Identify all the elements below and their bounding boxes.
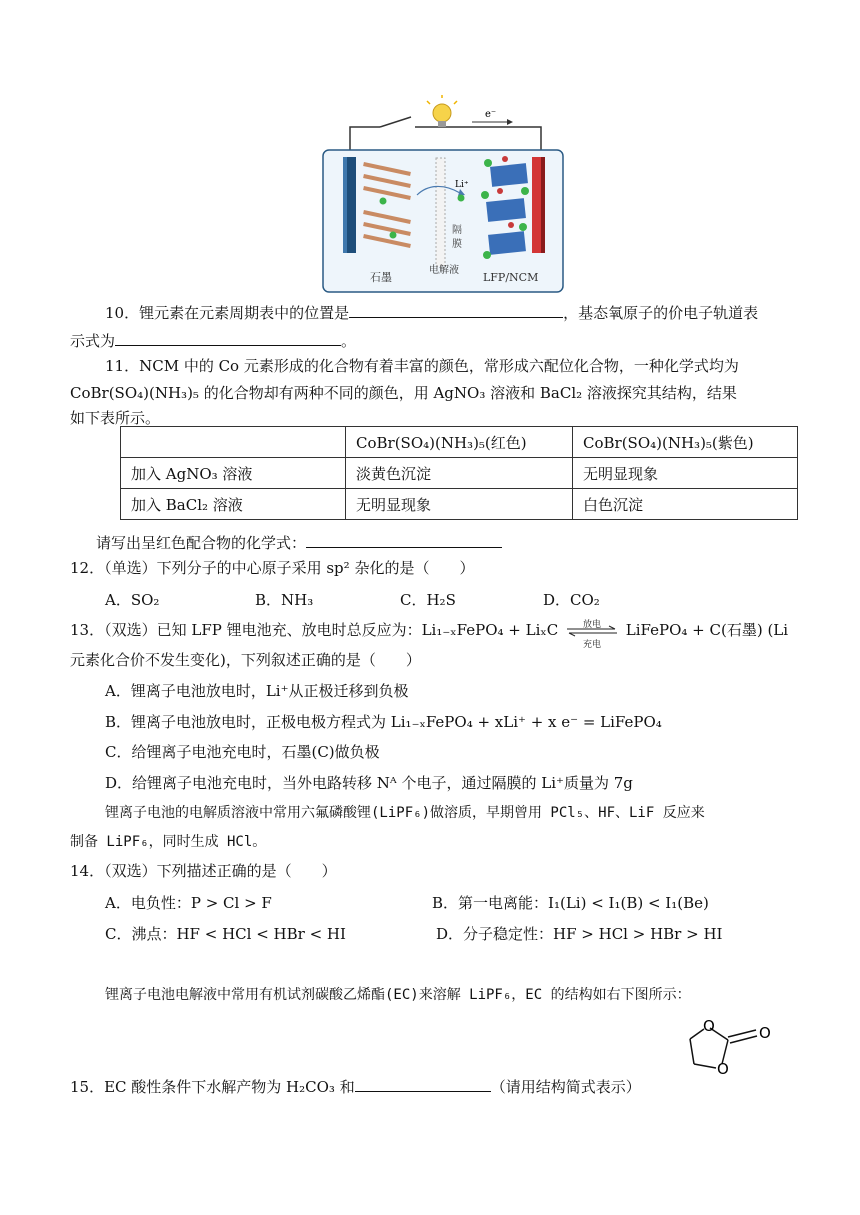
table-cell: 无明显现象 — [346, 489, 573, 520]
separator-label-1: 隔 — [452, 225, 462, 236]
table-cell: CoBr(SO₄)(NH₃)₅(红色) — [346, 427, 573, 458]
q11-line3: 如下表所示。 — [70, 409, 161, 427]
q14-option-b[interactable]: B．第一电离能：I₁(Li) < I₁(B) < I₁(Be) — [432, 894, 709, 912]
passage-2: 锂离子电池电解液中常用有机试剂碳酸乙烯酯(EC)来溶解 LiPF₆，EC 的结构如右下图所示： — [105, 987, 691, 1003]
results-table — [120, 426, 798, 520]
equilibrium-arrow: 放电 充电 — [563, 621, 621, 641]
li-label: Li⁺ — [455, 180, 469, 190]
q10-line2: 示式为 。 — [70, 329, 356, 351]
q11-answer-blank[interactable] — [306, 531, 502, 548]
table-row — [121, 489, 798, 520]
q10-blank-1[interactable] — [349, 301, 563, 318]
battery-diagram — [315, 95, 565, 295]
electrolyte-label: 电解液 — [429, 265, 459, 276]
ring-oxygen-top: O — [703, 1017, 715, 1035]
q11-prompt-line: 请写出呈红色配合物的化学式： — [96, 531, 502, 553]
q13-option-c[interactable]: C．给锂离子电池充电时，石墨(C)做负极 — [105, 743, 380, 761]
q12-option-b[interactable]: B．NH₃ — [255, 591, 314, 609]
carbonyl-oxygen: O — [759, 1024, 771, 1042]
ec-structure — [680, 1012, 780, 1087]
electron-label: e⁻ — [485, 109, 497, 120]
ring-oxygen-bottom: O — [717, 1060, 729, 1078]
anode-label: 石墨 — [370, 271, 392, 284]
separator — [436, 158, 445, 266]
table-cell: 加入 AgNO₃ 溶液 — [121, 458, 346, 489]
q13-stem-line2: 元素化合价不发生变化)，下列叙述正确的是（ ） — [70, 651, 421, 669]
q12-option-c[interactable]: C．H₂S — [400, 591, 456, 609]
table-cell: 无明显现象 — [573, 458, 798, 489]
q14-option-c[interactable]: C．沸点：HF < HCl < HBr < HI — [105, 925, 346, 943]
q11-line1: 11．NCM 中的 Co 元素形成的化合物有着丰富的颜色，常形成六配位化合物，一种化学式均为 — [105, 357, 739, 375]
table-cell: 淡黄色沉淀 — [346, 458, 573, 489]
table-row — [121, 458, 798, 489]
q11-line2: CoBr(SO₄)(NH₃)₅ 的化合物却有两种不同的颜色，用 AgNO₃ 溶液和 BaCl₂ 溶液探究其结构，结果 — [70, 384, 737, 402]
table-header-row — [121, 427, 798, 458]
q13-option-d[interactable]: D．给锂离子电池充电时，当外电路转移 Nᴬ 个电子，通过隔膜的 Li⁺质量为 7g — [105, 774, 633, 792]
q12-option-a[interactable]: A．SO₂ — [105, 591, 160, 609]
lightbulb-icon — [427, 95, 457, 127]
q13-option-b[interactable]: B．锂离子电池放电时，正极电极方程式为 Li₁₋ₓFePO₄ + xLi⁺ + x e⁻ = LiFePO₄ — [105, 713, 662, 731]
q14-option-a[interactable]: A．电负性：P > Cl > F — [105, 894, 272, 912]
table-cell: 加入 BaCl₂ 溶液 — [121, 489, 346, 520]
q13-stem-line1: 13．（双选）已知 LFP 锂电池充、放电时总反应为：Li₁₋ₓFePO₄ + LiₓC 放电 充电 LiFePO₄ + C(石墨) (Li — [70, 620, 789, 650]
q13-option-a[interactable]: A．锂离子电池放电时，Li⁺从正极迁移到负极 — [105, 682, 409, 700]
q12-stem: 12．（单选）下列分子的中心原子采用 sp² 杂化的是（ ） — [70, 559, 475, 577]
q15-answer-blank[interactable] — [355, 1075, 491, 1092]
separator-label-2: 膜 — [452, 239, 462, 250]
passage-1-line1: 锂离子电池的电解质溶液中常用六氟磷酸锂(LiPF₆)做溶质，早期曾用 PCl₅、HF、LiF 反应来 — [105, 805, 705, 821]
q10-line1: 10．锂元素在元素周期表中的位置是 ，基态氧原子的价电子轨道表 — [105, 301, 758, 323]
cathode-label: LFP/NCM — [483, 271, 539, 284]
table-cell: CoBr(SO₄)(NH₃)₅(紫色) — [573, 427, 798, 458]
table-cell: 白色沉淀 — [573, 489, 798, 520]
q14-stem: 14．（双选）下列描述正确的是（ ） — [70, 862, 337, 880]
q12-option-d[interactable]: D．CO₂ — [543, 591, 600, 609]
table-cell — [121, 427, 346, 458]
q14-option-d[interactable]: D．分子稳定性：HF > HCl > HBr > HI — [436, 925, 723, 943]
q15-line: 15．EC 酸性条件下水解产物为 H₂CO₃ 和 （请用结构简式表示） — [70, 1075, 641, 1097]
q10-blank-2[interactable] — [115, 329, 341, 346]
passage-1-line2: 制备 LiPF₆，同时生成 HCl。 — [70, 834, 267, 850]
